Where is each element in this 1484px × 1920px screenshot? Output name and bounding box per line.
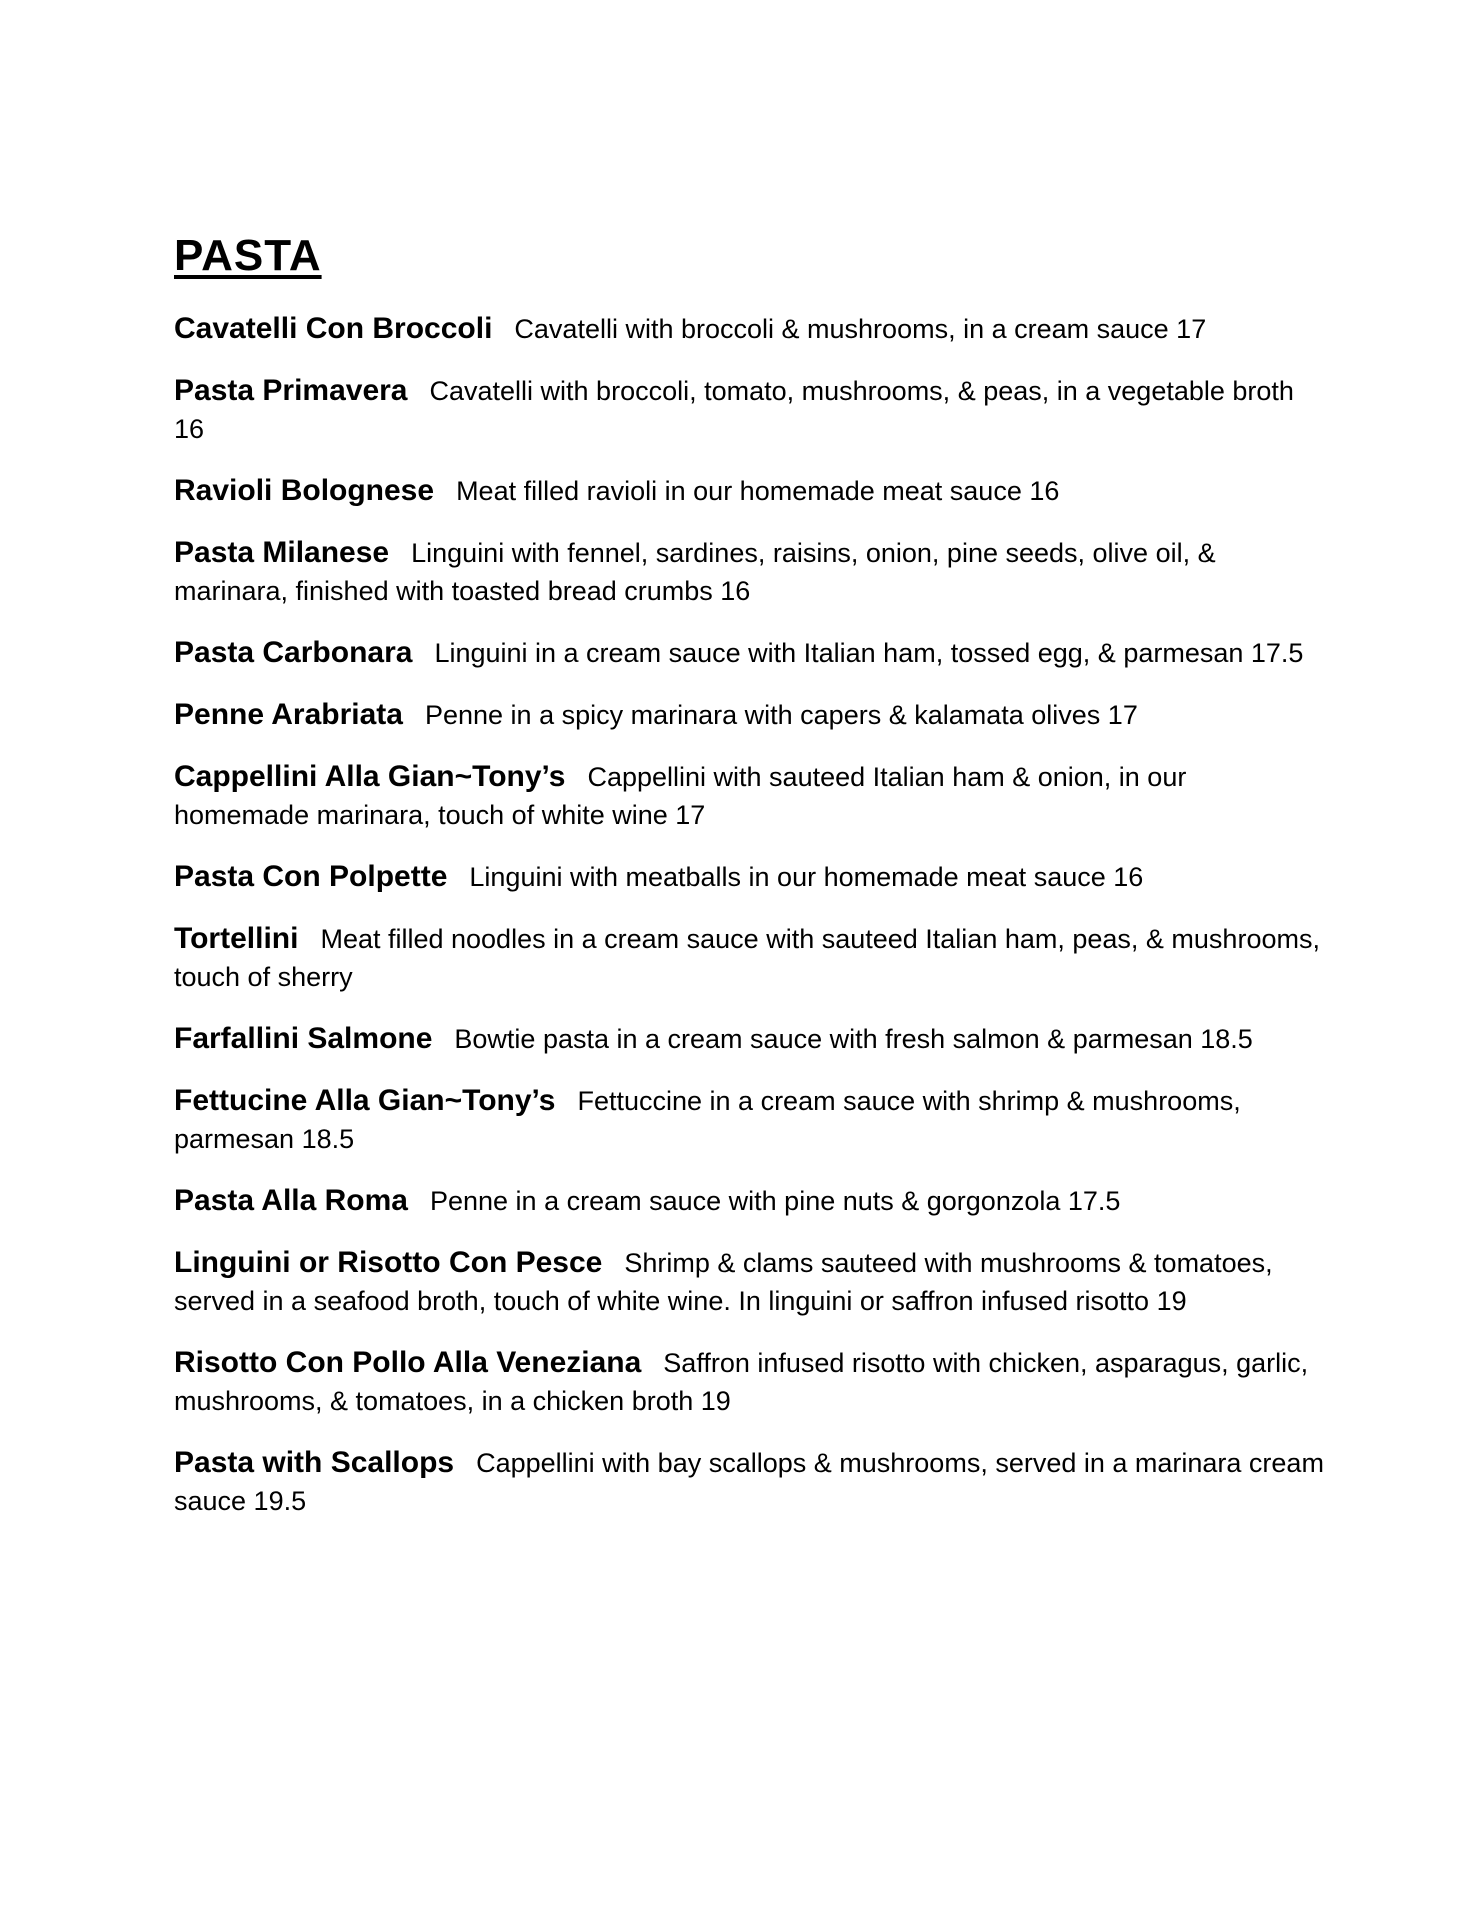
menu-item — [174, 920, 1324, 996]
menu-item-description: Bowtie pasta in a cream sauce with fresh salmon & parmesan 18.5 — [454, 1024, 1253, 1054]
menu-item-name: Linguini or Risotto Con Pesce — [174, 1246, 603, 1279]
menu-item-name: Pasta Alla Roma — [174, 1184, 408, 1217]
menu-item-name: Farfallini Salmone — [174, 1022, 433, 1055]
menu-item-name: Pasta Carbonara — [174, 636, 413, 669]
menu-item-description: Penne in a cream sauce with pine nuts & gorgonzola 17.5 — [429, 1186, 1121, 1216]
menu-item-name: Ravioli Bolognese — [174, 474, 435, 507]
menu-item — [174, 472, 1324, 510]
menu-item-description: Meat filled ravioli in our homemade meat sauce 16 — [456, 476, 1060, 506]
menu-item — [174, 1182, 1324, 1220]
menu-item-name: Tortellini — [174, 922, 299, 955]
menu-item — [174, 1244, 1324, 1320]
menu-item-name: Cavatelli Con Broccoli — [174, 312, 493, 345]
menu-item — [174, 696, 1324, 734]
menu-item-description: Linguini in a cream sauce with Italian ham, tossed egg, & parmesan 17.5 — [434, 638, 1304, 668]
menu-item — [174, 858, 1324, 896]
menu-item-name: Cappellini Alla Gian~Tony’s — [174, 760, 566, 793]
menu-item — [174, 534, 1324, 610]
menu-item — [174, 310, 1324, 348]
menu-item-name: Fettucine Alla Gian~Tony’s — [174, 1084, 556, 1117]
menu-item-description: Fettuccine in a cream sauce with shrimp & mushrooms, parmesan 18.5 — [174, 1086, 1241, 1154]
menu-item-description: Shrimp & clams sauteed with mushrooms & tomatoes, served in a seafood broth, touch of white wine. In linguini or saffron infused risotto 19 — [174, 1248, 1273, 1316]
menu-item-name: Penne Arabriata — [174, 698, 403, 731]
menu-item — [174, 1082, 1324, 1158]
menu-item-name: Risotto Con Pollo Alla Veneziana — [174, 1346, 642, 1379]
section-title: PASTA — [174, 231, 322, 280]
menu-item-name: Pasta Milanese — [174, 536, 390, 569]
menu-item-description: Linguini with fennel, sardines, raisins, onion, pine seeds, olive oil, & marinara, finished with toasted bread crumbs 16 — [174, 538, 1216, 606]
menu-item — [174, 1344, 1324, 1420]
menu-item — [174, 372, 1324, 448]
menu-item-description: Linguini with meatballs in our homemade meat sauce 16 — [469, 862, 1144, 892]
menu-item-description: Meat filled noodles in a cream sauce with sauteed Italian ham, peas, & mushrooms, touch of sherry — [174, 924, 1320, 992]
menu-item-name: Pasta Con Polpette — [174, 860, 448, 893]
menu-item-description: Cavatelli with broccoli & mushrooms, in a cream sauce 17 — [514, 314, 1207, 344]
menu-item — [174, 1020, 1324, 1058]
menu-item-description: Cappellini with sauteed Italian ham & onion, in our homemade marinara, touch of white wine 17 — [174, 762, 1187, 830]
menu-items — [174, 310, 1324, 1520]
menu-item-description: Saffron infused risotto with chicken, asparagus, garlic, mushrooms, & tomatoes, in a chicken broth 19 — [174, 1348, 1309, 1416]
menu-item — [174, 634, 1324, 672]
menu-item — [174, 1444, 1324, 1520]
menu-item-description: Cavatelli with broccoli, tomato, mushrooms, & peas, in a vegetable broth 16 — [174, 376, 1294, 444]
menu-item-description: Cappellini with bay scallops & mushrooms, served in a marinara cream sauce 19.5 — [174, 1448, 1324, 1516]
menu-item-name: Pasta Primavera — [174, 374, 408, 407]
menu-item-description: Penne in a spicy marinara with capers & kalamata olives 17 — [424, 700, 1138, 730]
menu-item — [174, 758, 1324, 834]
menu-page — [174, 228, 1324, 1544]
menu-item-name: Pasta with Scallops — [174, 1446, 455, 1479]
